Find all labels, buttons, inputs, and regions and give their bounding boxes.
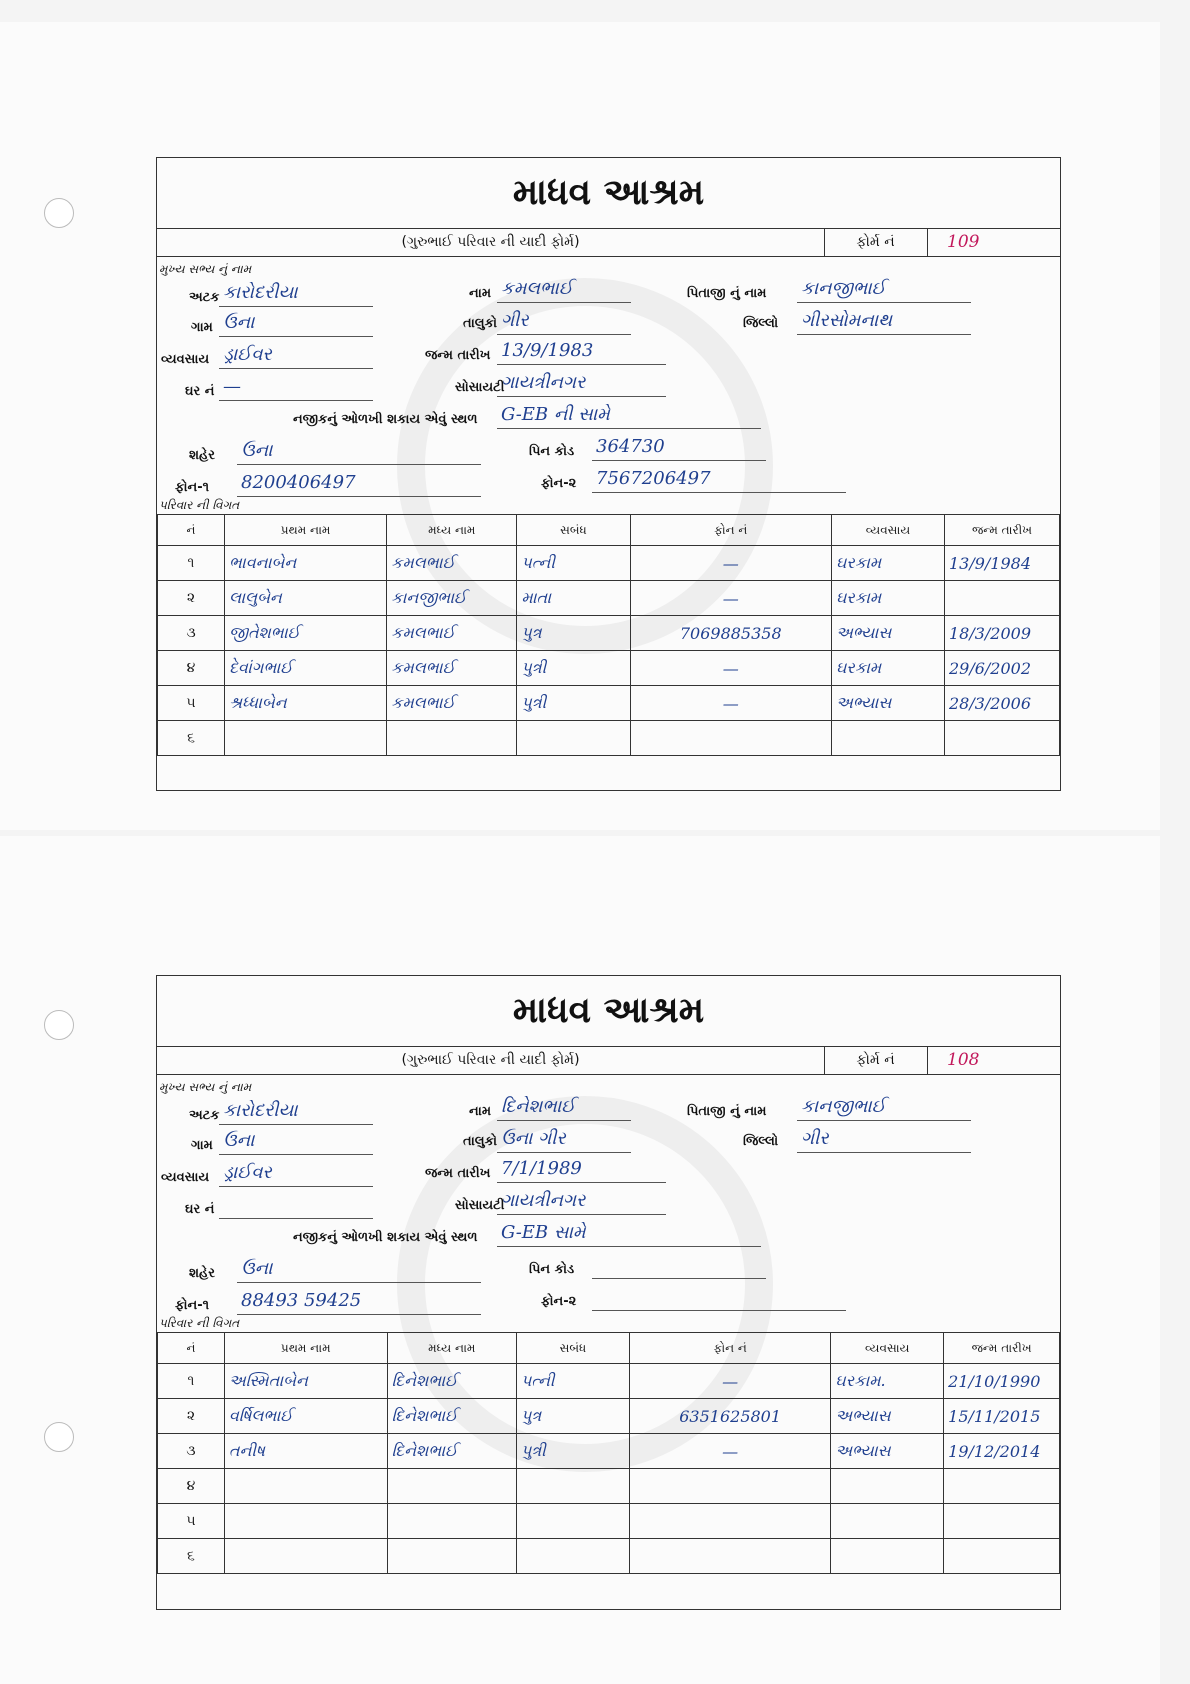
phone-cell[interactable] xyxy=(630,721,831,756)
col-dob: જન્મ તારીખ xyxy=(944,1333,1060,1364)
village-label: ગામ xyxy=(191,1138,213,1153)
relation-cell[interactable] xyxy=(516,1539,629,1574)
family-details-heading: પરિવાર ની વિગત xyxy=(159,498,240,512)
house-field[interactable] xyxy=(219,1194,373,1219)
first-name-cell[interactable]: અસ્મિતાબેન xyxy=(224,1364,387,1399)
relation-cell[interactable]: પત્ની xyxy=(516,1364,629,1399)
dob-cell[interactable]: 21/10/1990 xyxy=(944,1364,1060,1399)
row-number: ૫ xyxy=(158,1504,225,1539)
society-label: સોસાયટી xyxy=(455,1198,505,1213)
dob-cell[interactable] xyxy=(944,1504,1060,1539)
punch-hole xyxy=(44,198,74,228)
row-number: ૪ xyxy=(158,651,225,686)
occupation-cell[interactable]: ઘરકામ. xyxy=(831,1364,944,1399)
phone-cell[interactable]: 6351625801 xyxy=(629,1399,830,1434)
district-label: જિલ્લો xyxy=(743,1134,779,1149)
dob-cell[interactable]: 19/12/2014 xyxy=(944,1434,1060,1469)
surname-label: અટક xyxy=(189,1108,220,1123)
dob-cell[interactable]: 13/9/1984 xyxy=(944,546,1059,581)
city-field[interactable]: ઉના xyxy=(237,1258,481,1283)
table-row xyxy=(158,1364,1060,1399)
first-name-cell[interactable]: ભાવનાબેન xyxy=(224,546,386,581)
society-field[interactable]: ગાયત્રીનગર xyxy=(497,1190,666,1215)
middle-name-cell[interactable]: દિનેશભાઈ xyxy=(387,1399,516,1434)
surname-field[interactable]: કારોદરીયા xyxy=(219,282,373,307)
first-name-cell[interactable]: શ્રધ્ધાબેન xyxy=(224,686,386,721)
col-phone: ફોન નં xyxy=(630,515,831,546)
phone1-label: ફોન-૧ xyxy=(175,1298,209,1313)
occupation-field[interactable]: ડ્રાઈવર xyxy=(219,1162,373,1187)
row-number: ૫ xyxy=(158,686,225,721)
phone-cell[interactable]: 7069885358 xyxy=(630,616,831,651)
phone1-field[interactable]: 88493 59425 xyxy=(237,1290,481,1315)
occupation-cell[interactable]: ઘરકામ xyxy=(831,546,944,581)
col-dob: જન્મ તારીખ xyxy=(944,515,1059,546)
phone-cell[interactable]: — xyxy=(629,1364,830,1399)
middle-name-cell[interactable] xyxy=(387,1469,516,1504)
house-label: ઘર નં xyxy=(185,384,215,399)
surname-field[interactable]: કારોદરીયા xyxy=(219,1100,373,1125)
district-label: જિલ્લો xyxy=(743,316,779,331)
dob-field[interactable]: 13/9/1983 xyxy=(497,340,666,365)
dob-label: જન્મ તારીખ xyxy=(425,348,491,363)
col-number: નં xyxy=(158,515,225,546)
pincode-label: પિન કોડ xyxy=(529,444,575,459)
relation-cell[interactable]: પુત્રી xyxy=(516,1434,629,1469)
taluka-field[interactable]: ગીર xyxy=(497,310,631,335)
row-number: ૬ xyxy=(158,721,225,756)
first-name-cell[interactable]: લાલુબેન xyxy=(224,581,386,616)
relation-cell[interactable]: પુત્ર xyxy=(517,616,630,651)
row-number: ૧ xyxy=(158,1364,225,1399)
table-row xyxy=(158,651,1060,686)
form-title: માધવ આશ્રમ xyxy=(157,158,1060,229)
dob-cell[interactable]: 28/3/2006 xyxy=(944,686,1059,721)
relation-cell[interactable]: પુત્રી xyxy=(517,651,630,686)
occupation-cell[interactable] xyxy=(831,1539,944,1574)
city-field[interactable]: ઉના xyxy=(237,440,481,465)
table-row xyxy=(158,1399,1060,1434)
district-field[interactable]: ગીરસોમનાથ xyxy=(797,310,971,335)
occupation-cell[interactable]: અભ્યાસ xyxy=(831,686,944,721)
house-field[interactable]: — xyxy=(219,376,373,401)
family-table xyxy=(157,514,1060,756)
row-number: ૬ xyxy=(158,1539,225,1574)
occupation-label: વ્યવસાય xyxy=(161,1170,210,1185)
family-table-header xyxy=(158,515,1060,546)
middle-name-cell[interactable] xyxy=(387,1504,516,1539)
phone-cell[interactable] xyxy=(629,1539,830,1574)
phone-cell[interactable]: — xyxy=(630,581,831,616)
village-field[interactable]: ઉના xyxy=(219,1130,373,1155)
first-name-cell[interactable]: વર્ષિલભાઈ xyxy=(224,1399,387,1434)
col-occupation: વ્યવસાય xyxy=(831,515,944,546)
form-subtitle-row xyxy=(157,1046,1060,1075)
taluka-label: તાલુકો xyxy=(463,316,498,331)
row-number: ૧ xyxy=(158,546,225,581)
family-form-109 xyxy=(156,157,1061,791)
middle-name-cell[interactable]: કમલભાઈ xyxy=(387,686,517,721)
phone-cell[interactable]: — xyxy=(630,546,831,581)
col-relation: સબંધ xyxy=(516,1333,629,1364)
col-relation: સબંધ xyxy=(517,515,630,546)
phone1-label: ફોન-૧ xyxy=(175,480,209,495)
occupation-field[interactable]: ડ્રાઈવર xyxy=(219,344,373,369)
relation-cell[interactable] xyxy=(517,721,630,756)
occupation-cell[interactable]: અભ્યાસ xyxy=(831,616,944,651)
first-name-cell[interactable] xyxy=(224,1469,387,1504)
table-row xyxy=(158,686,1060,721)
middle-name-cell[interactable]: કાનજીભાઈ xyxy=(387,581,517,616)
middle-name-cell[interactable]: દિનેશભાઈ xyxy=(387,1434,516,1469)
family-form-108 xyxy=(156,975,1061,1610)
name-field[interactable]: કમલભાઈ xyxy=(497,278,631,303)
middle-name-cell[interactable]: કમલભાઈ xyxy=(387,546,517,581)
first-name-cell[interactable]: દેવાંગભાઈ xyxy=(224,651,386,686)
row-number: ૪ xyxy=(158,1469,225,1504)
landmark-label: નજીકનું ઓળખી શકાય એવું સ્થળ xyxy=(293,412,478,427)
society-label: સોસાયટી xyxy=(455,380,505,395)
father-label: પિતાજી નું નામ xyxy=(687,286,767,301)
phone-cell[interactable] xyxy=(629,1504,830,1539)
middle-name-cell[interactable]: કમલભાઈ xyxy=(387,616,517,651)
form-number[interactable]: 109 xyxy=(947,232,980,252)
house-label: ઘર નં xyxy=(185,1202,215,1217)
col-middle-name: મધ્ય નામ xyxy=(387,515,517,546)
first-name-cell[interactable] xyxy=(224,1539,387,1574)
form-subtitle: (ગુરુભાઈ પરિવાર ની યાદી ફોર્મ) xyxy=(157,228,825,256)
village-label: ગામ xyxy=(191,320,213,335)
occupation-label: વ્યવસાય xyxy=(161,352,210,367)
relation-cell[interactable]: પુત્રી xyxy=(517,686,630,721)
row-number: ૨ xyxy=(158,1399,225,1434)
table-row xyxy=(158,1539,1060,1574)
name-label: નામ xyxy=(469,286,492,301)
relation-cell[interactable] xyxy=(516,1504,629,1539)
landmark-field[interactable]: G-EB ની સામે xyxy=(497,404,761,429)
occupation-cell[interactable]: ઘરકામ xyxy=(831,651,944,686)
form-title: માધવ આશ્રમ xyxy=(157,976,1060,1047)
pincode-field[interactable]: 364730 xyxy=(592,436,766,461)
pincode-label: પિન કોડ xyxy=(529,1262,575,1277)
dob-label: જન્મ તારીખ xyxy=(425,1166,491,1181)
table-row xyxy=(158,546,1060,581)
table-row xyxy=(158,616,1060,651)
dob-cell[interactable] xyxy=(944,1539,1060,1574)
occupation-cell[interactable] xyxy=(831,721,944,756)
father-field[interactable]: કાનજીભાઈ xyxy=(797,1096,971,1121)
district-field[interactable]: ગીર xyxy=(797,1128,971,1153)
middle-name-cell[interactable] xyxy=(387,721,517,756)
dob-cell[interactable]: 29/6/2002 xyxy=(944,651,1059,686)
table-row xyxy=(158,1504,1060,1539)
col-middle-name: મધ્ય નામ xyxy=(387,1333,516,1364)
father-label: પિતાજી નું નામ xyxy=(687,1104,767,1119)
col-phone: ફોન નં xyxy=(629,1333,830,1364)
taluka-label: તાલુકો xyxy=(463,1134,498,1149)
village-field[interactable]: ઉના xyxy=(219,312,373,337)
pincode-field[interactable] xyxy=(592,1254,766,1279)
occupation-cell[interactable]: અભ્યાસ xyxy=(831,1399,944,1434)
taluka-field[interactable]: ઉના ગીર xyxy=(497,1128,631,1153)
dob-cell[interactable] xyxy=(944,581,1059,616)
dob-cell[interactable] xyxy=(944,1469,1060,1504)
main-member-heading: મુખ્ય સભ્ય નું નામ xyxy=(159,262,252,276)
table-row xyxy=(158,1469,1060,1504)
row-number: ૩ xyxy=(158,616,225,651)
relation-cell[interactable]: પુત્ર xyxy=(516,1399,629,1434)
first-name-cell[interactable]: તનીષ xyxy=(224,1434,387,1469)
surname-label: અટક xyxy=(189,290,220,305)
occupation-cell[interactable]: અભ્યાસ xyxy=(831,1434,944,1469)
city-label: શહેર xyxy=(189,1266,215,1281)
punch-hole xyxy=(44,1422,74,1452)
occupation-cell[interactable] xyxy=(831,1504,944,1539)
col-first-name: પ્રથમ નામ xyxy=(224,1333,387,1364)
phone-cell[interactable]: — xyxy=(629,1434,830,1469)
middle-name-cell[interactable]: કમલભાઈ xyxy=(387,651,517,686)
relation-cell[interactable] xyxy=(516,1469,629,1504)
phone2-label: ફોન-૨ xyxy=(541,476,577,491)
dob-field[interactable]: 7/1/1989 xyxy=(497,1158,666,1183)
table-row xyxy=(158,721,1060,756)
family-table xyxy=(157,1332,1060,1574)
name-label: નામ xyxy=(469,1104,492,1119)
dob-cell[interactable] xyxy=(944,721,1059,756)
society-field[interactable]: ગાયત્રીનગર xyxy=(497,372,666,397)
col-occupation: વ્યવસાય xyxy=(831,1333,944,1364)
relation-cell[interactable]: માતા xyxy=(517,581,630,616)
form-subtitle: (ગુરુભાઈ પરિવાર ની યાદી ફોર્મ) xyxy=(157,1046,825,1074)
middle-name-cell[interactable] xyxy=(387,1539,516,1574)
dob-cell[interactable]: 15/11/2015 xyxy=(944,1399,1060,1434)
family-table-header xyxy=(158,1333,1060,1364)
phone2-field[interactable]: 7567206497 xyxy=(592,468,846,493)
form-number[interactable]: 108 xyxy=(947,1050,980,1070)
city-label: શહેર xyxy=(189,448,215,463)
landmark-label: નજીકનું ઓળખી શકાય એવું સ્થળ xyxy=(293,1230,478,1245)
punch-hole xyxy=(44,1010,74,1040)
row-number: ૨ xyxy=(158,581,225,616)
main-member-heading: મુખ્ય સભ્ય નું નામ xyxy=(159,1080,252,1094)
middle-name-cell[interactable]: દિનેશભાઈ xyxy=(387,1364,516,1399)
col-first-name: પ્રથમ નામ xyxy=(224,515,386,546)
phone-cell[interactable] xyxy=(629,1469,830,1504)
name-field[interactable]: દિનેશભાઈ xyxy=(497,1096,631,1121)
form-subtitle-row xyxy=(157,228,1060,257)
landmark-field[interactable]: G-EB સામે xyxy=(497,1222,761,1247)
phone-cell[interactable]: — xyxy=(630,686,831,721)
first-name-cell[interactable] xyxy=(224,721,386,756)
first-name-cell[interactable] xyxy=(224,1504,387,1539)
phone2-label: ફોન-૨ xyxy=(541,1294,577,1309)
table-row xyxy=(158,581,1060,616)
phone-cell[interactable]: — xyxy=(630,651,831,686)
form-number-label: ફોર્મ નં xyxy=(824,228,928,256)
occupation-cell[interactable] xyxy=(831,1469,944,1504)
row-number: ૩ xyxy=(158,1434,225,1469)
table-row xyxy=(158,1434,1060,1469)
phone2-field[interactable] xyxy=(592,1286,846,1311)
col-number: નં xyxy=(158,1333,225,1364)
form-number-label: ફોર્મ નં xyxy=(824,1046,928,1074)
relation-cell[interactable]: પત્ની xyxy=(517,546,630,581)
family-details-heading: પરિવાર ની વિગત xyxy=(159,1316,240,1330)
dob-cell[interactable]: 18/3/2009 xyxy=(944,616,1059,651)
phone1-field[interactable]: 8200406497 xyxy=(237,472,481,497)
occupation-cell[interactable]: ઘરકામ xyxy=(831,581,944,616)
first-name-cell[interactable]: જીતેશભાઈ xyxy=(224,616,386,651)
father-field[interactable]: કાનજીભાઈ xyxy=(797,278,971,303)
